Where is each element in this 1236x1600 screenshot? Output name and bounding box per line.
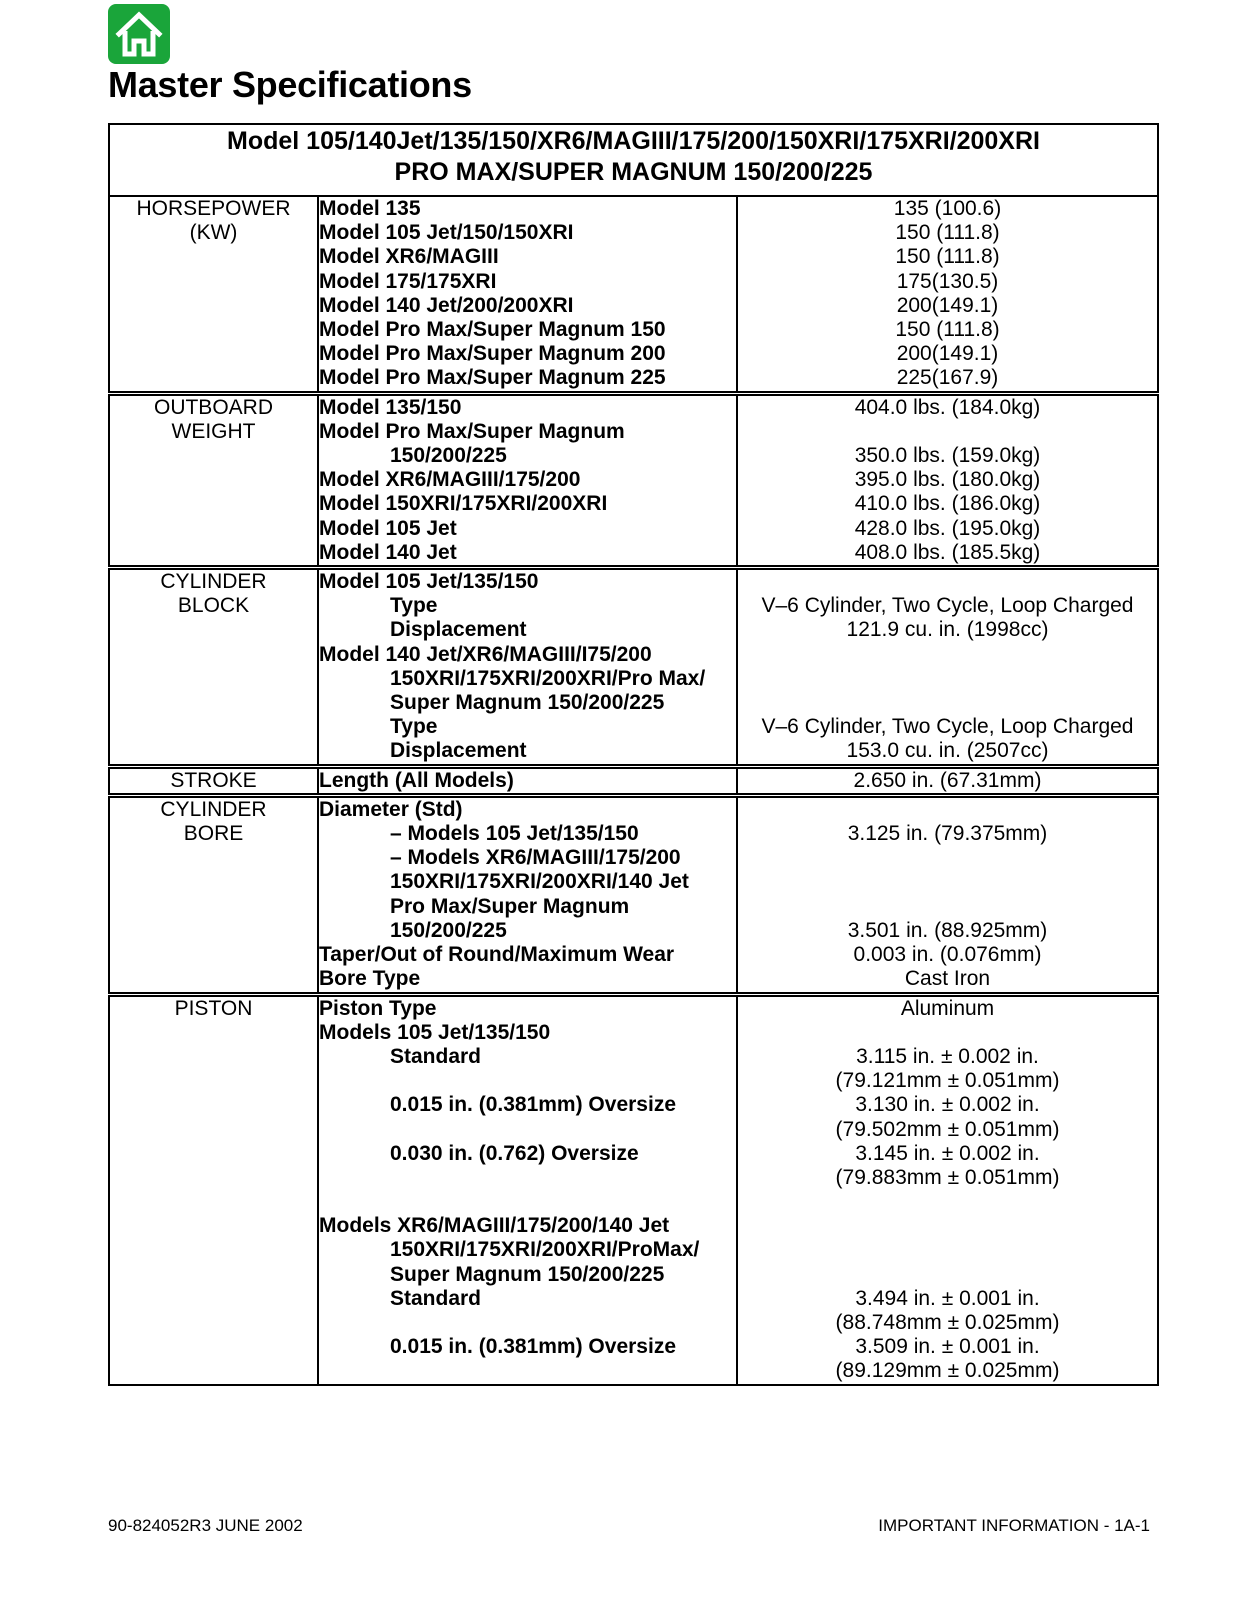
description-line bbox=[319, 1118, 736, 1142]
description-line: Model 135/150 bbox=[319, 395, 462, 419]
category-label: (KW) bbox=[189, 221, 238, 245]
description-line bbox=[319, 1190, 736, 1214]
value-line: 150 (111.8) bbox=[895, 221, 1000, 245]
description-line: 150XRI/175XRI/200XRI/Pro Max/ bbox=[390, 666, 706, 690]
value-line: 3.115 in. ± 0.002 in. bbox=[856, 1044, 1039, 1068]
value-line bbox=[738, 798, 1157, 822]
description-line: Model Pro Max/Super Magnum 200 bbox=[319, 342, 666, 366]
model-heading bbox=[109, 124, 1158, 196]
value-line: 121.9 cu. in. (1998cc) bbox=[846, 618, 1049, 642]
value-line bbox=[738, 1263, 1157, 1287]
value-line bbox=[738, 1190, 1157, 1214]
value-line: 3.509 in. ± 0.001 in. bbox=[855, 1335, 1040, 1359]
spec-category bbox=[109, 994, 318, 1385]
spec-category bbox=[109, 393, 318, 567]
description-line: Model 175/175XRI bbox=[319, 269, 497, 293]
description-line: Model Pro Max/Super Magnum 150 bbox=[319, 318, 666, 342]
spec-category bbox=[109, 795, 318, 994]
description-line: Model XR6/MAGIII bbox=[319, 245, 499, 269]
description-line: Model 135 bbox=[319, 197, 421, 220]
description-line: Models 105 Jet/135/150 bbox=[319, 1020, 551, 1044]
home-button[interactable] bbox=[108, 4, 170, 64]
description-line bbox=[319, 1311, 736, 1335]
value-line bbox=[738, 1238, 1157, 1262]
spec-category bbox=[109, 568, 318, 767]
spec-section bbox=[109, 568, 1158, 767]
value-line: 175(130.5) bbox=[896, 269, 999, 293]
value-line: 3.125 in. (79.375mm) bbox=[847, 822, 1048, 846]
description-line: Model XR6/MAGIII/175/200 bbox=[319, 468, 581, 492]
spec-value bbox=[737, 196, 1158, 393]
value-line: (88.748mm ± 0.025mm) bbox=[835, 1311, 1060, 1335]
description-line: – Models XR6/MAGIII/175/200 bbox=[390, 846, 681, 870]
category-label: BORE bbox=[183, 822, 244, 846]
description-line bbox=[319, 1359, 736, 1383]
value-line bbox=[738, 1021, 1157, 1045]
spec-section bbox=[109, 766, 1158, 795]
value-line bbox=[738, 895, 1157, 919]
description-line: Model 105 Jet/135/150 bbox=[319, 570, 539, 594]
value-line: (79.502mm ± 0.051mm) bbox=[835, 1117, 1060, 1141]
description-line bbox=[319, 1166, 736, 1190]
value-line: 410.0 lbs. (186.0kg) bbox=[854, 492, 1041, 516]
value-line: 150 (111.8) bbox=[895, 318, 1000, 342]
value-line: (89.129mm ± 0.025mm) bbox=[835, 1359, 1060, 1383]
spec-category bbox=[109, 196, 318, 393]
category-label: BLOCK bbox=[177, 594, 250, 618]
description-line: 0.015 in. (0.381mm) Oversize bbox=[390, 1335, 676, 1359]
spec-value bbox=[737, 393, 1158, 567]
description-line: 0.030 in. (0.762) Oversize bbox=[390, 1141, 639, 1165]
description-line: 0.015 in. (0.381mm) Oversize bbox=[390, 1093, 676, 1117]
spec-category bbox=[109, 766, 318, 795]
value-line bbox=[738, 570, 1157, 594]
value-line: 200(149.1) bbox=[896, 342, 999, 366]
value-line: 225(167.9) bbox=[896, 366, 999, 390]
value-line: Cast Iron bbox=[904, 967, 991, 991]
spec-value bbox=[737, 766, 1158, 795]
footer-doc-number: 90-824052R3 JUNE 2002 bbox=[108, 1516, 303, 1535]
description-line: Displacement bbox=[390, 739, 527, 763]
value-line: Aluminum bbox=[900, 996, 995, 1020]
spec-description bbox=[318, 766, 737, 795]
description-line: Displacement bbox=[390, 618, 527, 642]
description-line: Piston Type bbox=[319, 996, 437, 1020]
description-line: Models XR6/MAGIII/175/200/140 Jet bbox=[319, 1214, 670, 1238]
value-line: 153.0 cu. in. (2507cc) bbox=[846, 739, 1049, 763]
home-icon bbox=[114, 10, 164, 58]
value-line bbox=[738, 870, 1157, 894]
value-line: 395.0 lbs. (180.0kg) bbox=[854, 468, 1041, 492]
spec-section bbox=[109, 196, 1158, 393]
description-line: Model Pro Max/Super Magnum 225 bbox=[319, 366, 666, 390]
value-line bbox=[738, 846, 1157, 870]
value-line: 428.0 lbs. (195.0kg) bbox=[854, 516, 1041, 540]
value-line: V–6 Cylinder, Two Cycle, Loop Charged bbox=[761, 594, 1134, 618]
value-line: 3.145 in. ± 0.002 in. bbox=[855, 1141, 1040, 1165]
category-label: CYLINDER bbox=[160, 797, 267, 821]
description-line: Model 150XRI/175XRI/200XRI bbox=[319, 492, 608, 516]
spec-description bbox=[318, 393, 737, 567]
spec-description bbox=[318, 795, 737, 994]
category-label: PISTON bbox=[174, 996, 253, 1020]
value-line: 200(149.1) bbox=[896, 293, 999, 317]
value-line bbox=[738, 420, 1157, 444]
value-line: V–6 Cylinder, Two Cycle, Loop Charged bbox=[761, 715, 1134, 739]
value-line: (79.883mm ± 0.051mm) bbox=[835, 1165, 1060, 1189]
value-line bbox=[738, 691, 1157, 715]
value-line: 135 (100.6) bbox=[893, 197, 1002, 220]
spec-section bbox=[109, 393, 1158, 567]
description-line: 150/200/225 bbox=[390, 918, 507, 942]
spec-description bbox=[318, 994, 737, 1385]
category-label: STROKE bbox=[170, 768, 257, 792]
value-line: 408.0 lbs. (185.5kg) bbox=[854, 540, 1041, 564]
description-line: 150XRI/175XRI/200XRI/ProMax/ bbox=[390, 1238, 700, 1262]
value-line: 150 (111.8) bbox=[895, 245, 1000, 269]
value-line: 3.494 in. ± 0.001 in. bbox=[855, 1286, 1040, 1310]
value-line bbox=[738, 667, 1157, 691]
value-line: 3.130 in. ± 0.002 in. bbox=[855, 1093, 1040, 1117]
spec-value bbox=[737, 994, 1158, 1385]
value-line bbox=[738, 643, 1157, 667]
description-line: Model 105 Jet/150/150XRI bbox=[319, 221, 574, 245]
value-line: (79.121mm ± 0.051mm) bbox=[835, 1069, 1060, 1093]
description-line: Diameter (Std) bbox=[319, 797, 463, 821]
specifications-table bbox=[108, 123, 1159, 1386]
value-line: 2.650 in. (67.31mm) bbox=[853, 768, 1042, 792]
description-line: Bore Type bbox=[319, 967, 421, 991]
spec-value bbox=[737, 795, 1158, 994]
spec-description bbox=[318, 568, 737, 767]
description-line: 150/200/225 bbox=[390, 444, 507, 468]
value-line: 350.0 lbs. (159.0kg) bbox=[854, 444, 1041, 468]
category-label: OUTBOARD bbox=[153, 395, 273, 419]
description-line: Super Magnum 150/200/225 bbox=[390, 1262, 665, 1286]
value-line: 3.501 in. (88.925mm) bbox=[847, 918, 1048, 942]
description-line: Model 140 Jet bbox=[319, 540, 457, 564]
value-line: 404.0 lbs. (184.0kg) bbox=[854, 395, 1041, 419]
description-line bbox=[319, 1069, 736, 1093]
description-line: 150XRI/175XRI/200XRI/140 Jet bbox=[390, 870, 689, 894]
category-label: WEIGHT bbox=[171, 419, 256, 443]
value-line: 0.003 in. (0.076mm) bbox=[853, 943, 1042, 967]
description-line: Model 140 Jet/XR6/MAGIII/I75/200 bbox=[319, 642, 652, 666]
description-line: Type bbox=[390, 594, 438, 618]
description-line: Model Pro Max/Super Magnum bbox=[319, 419, 625, 443]
spec-value bbox=[737, 568, 1158, 767]
description-line: Length (All Models) bbox=[319, 768, 514, 792]
spec-description bbox=[318, 196, 737, 393]
description-line: Type bbox=[390, 715, 438, 739]
category-label: CYLINDER bbox=[160, 570, 267, 594]
description-line: Taper/Out of Round/Maximum Wear bbox=[319, 943, 675, 967]
description-line: Standard bbox=[390, 1044, 482, 1068]
description-line: Model 140 Jet/200/200XRI bbox=[319, 293, 574, 317]
model-heading-line: Model 105/140Jet/135/150/XR6/MAGIII/175/200/150XRI/175XRI/200XRI bbox=[227, 127, 1040, 155]
spec-section bbox=[109, 795, 1158, 994]
description-line: Standard bbox=[390, 1286, 482, 1310]
description-line: Model 105 Jet bbox=[319, 516, 457, 540]
description-line: Pro Max/Super Magnum bbox=[390, 894, 630, 918]
page-title: Master Specifications bbox=[108, 64, 472, 105]
description-line: Super Magnum 150/200/225 bbox=[390, 691, 665, 715]
spec-section bbox=[109, 994, 1158, 1385]
value-line bbox=[738, 1214, 1157, 1238]
category-label: HORSEPOWER bbox=[136, 197, 291, 220]
description-line: – Models 105 Jet/135/150 bbox=[390, 822, 639, 846]
footer-section-label: IMPORTANT INFORMATION - 1A-1 bbox=[878, 1516, 1150, 1535]
model-heading-line: PRO MAX/SUPER MAGNUM 150/200/225 bbox=[394, 158, 873, 186]
